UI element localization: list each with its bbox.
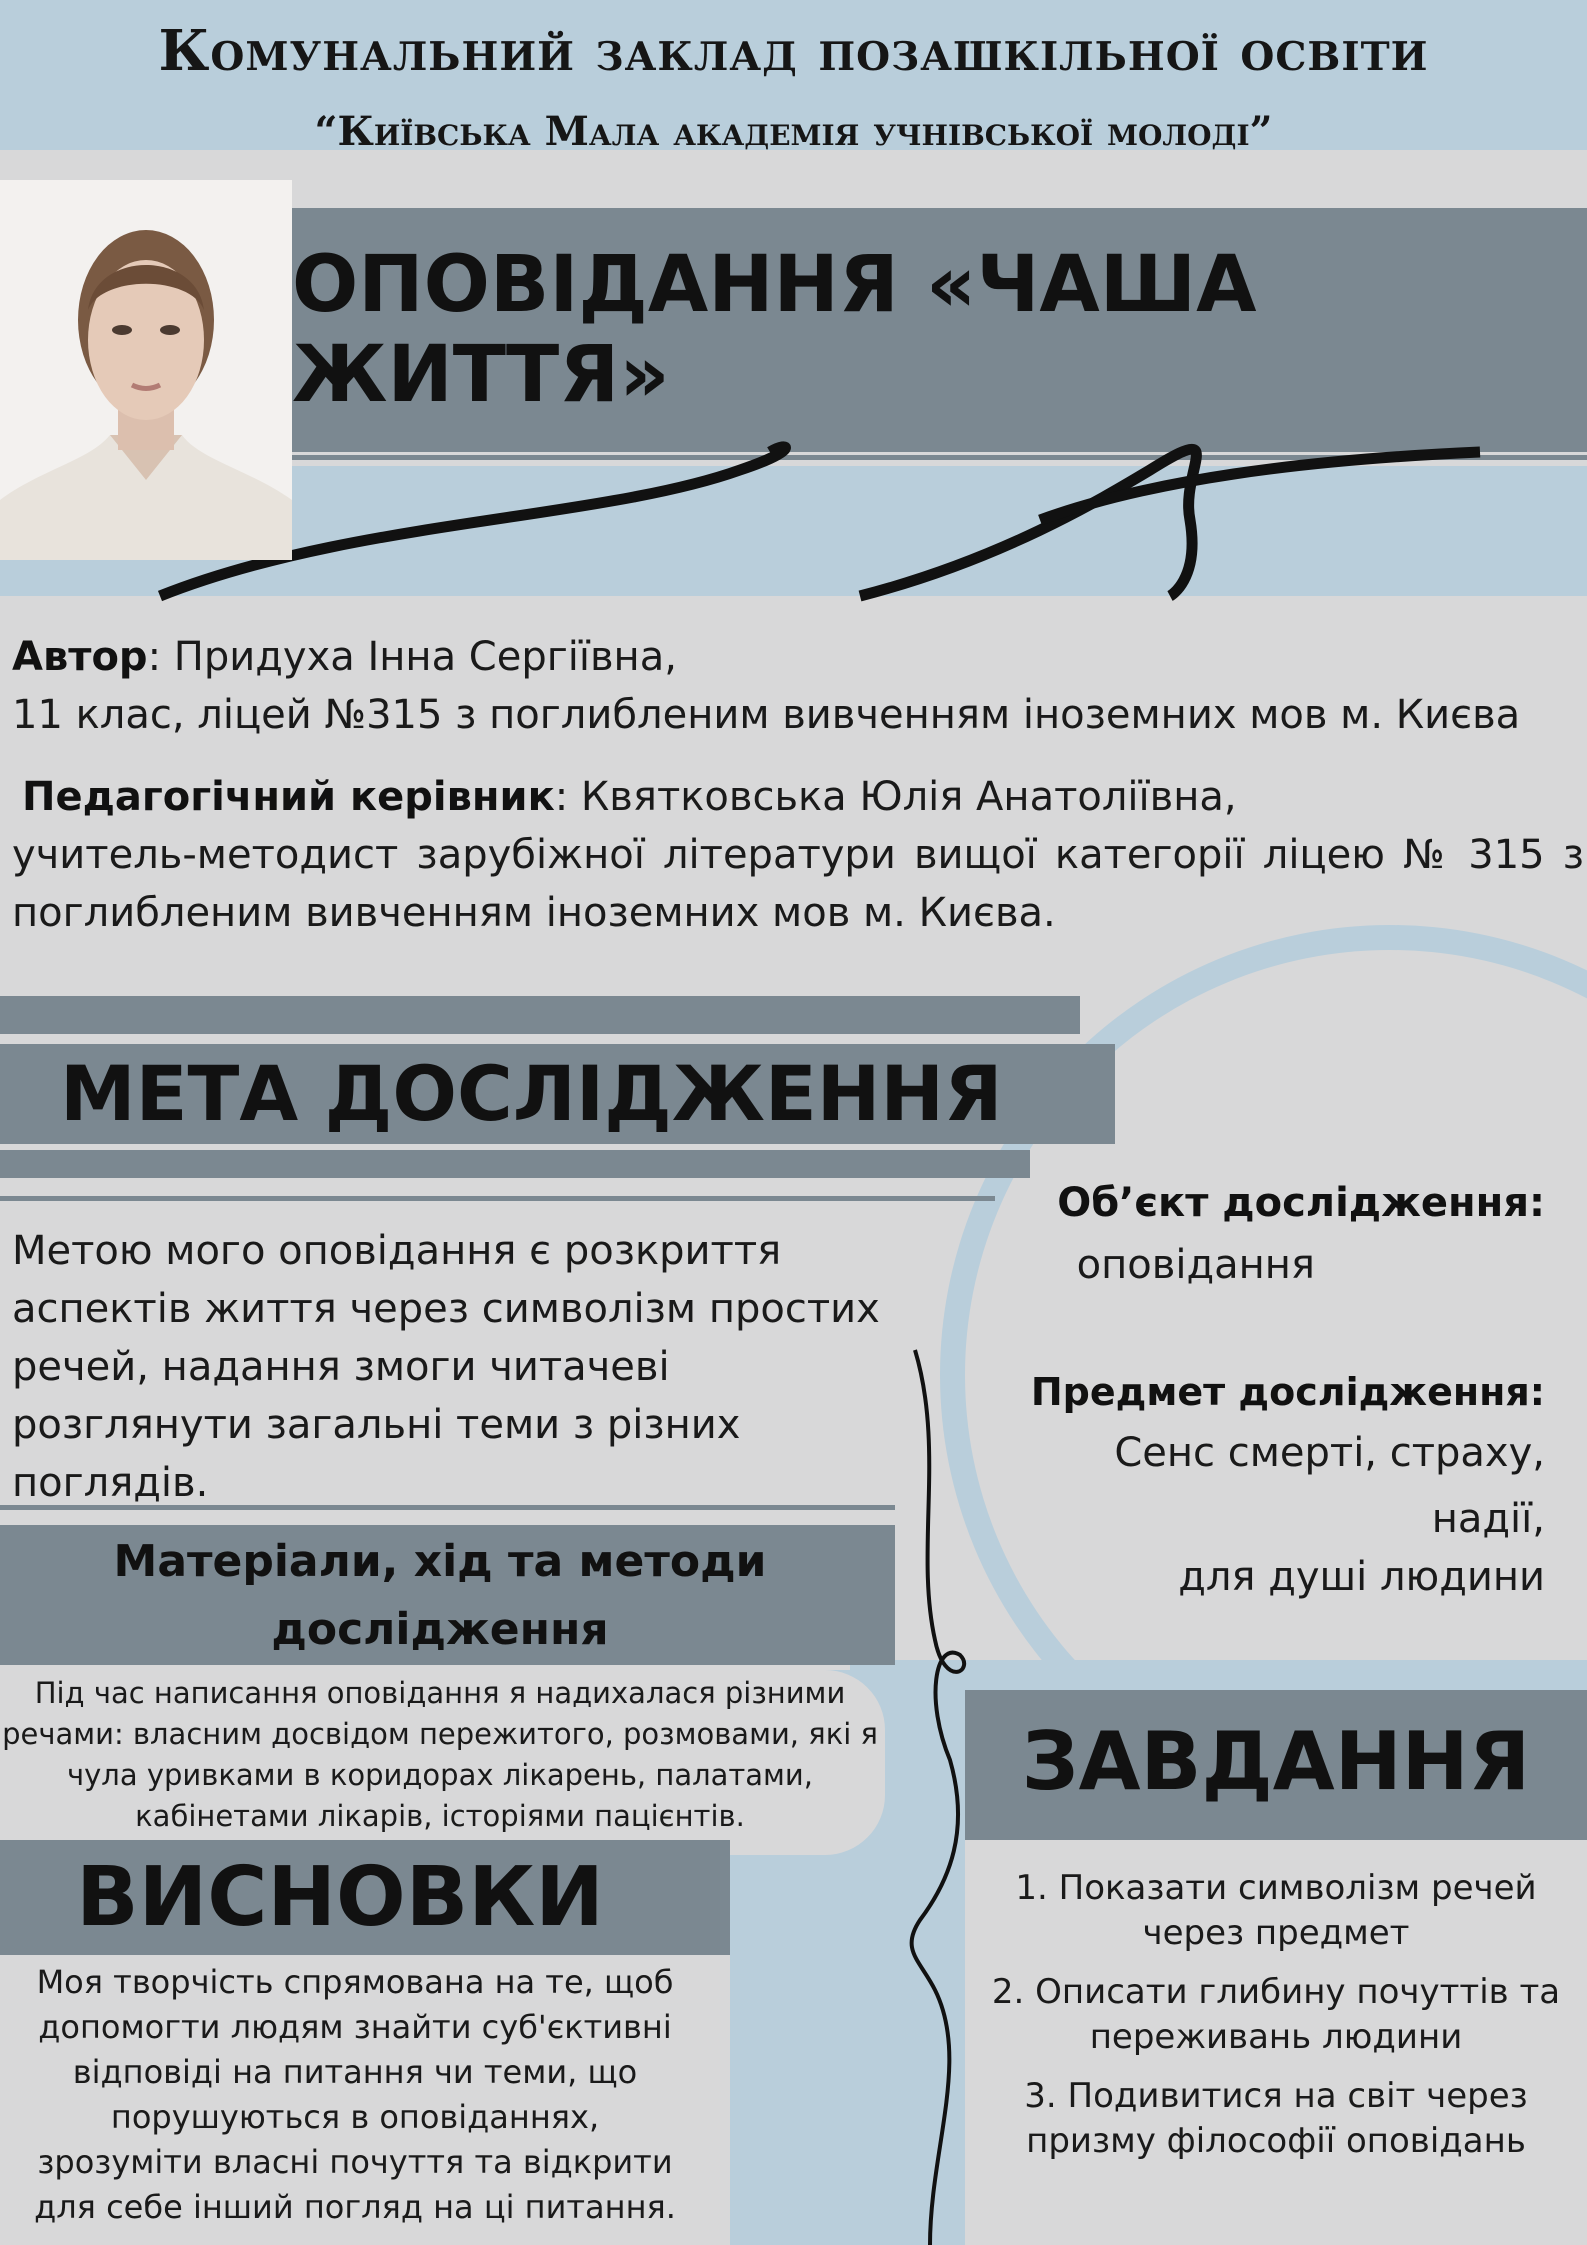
tasks-heading: ЗАВДАННЯ: [1021, 1715, 1531, 1808]
materials-heading-2: дослідження: [271, 1604, 609, 1655]
author-photo: [0, 180, 292, 560]
page-title: ОПОВІДАННЯ «ЧАША ЖИТТЯ»: [292, 240, 1257, 420]
institution-name: Комунальний заклад позашкільної освіти: [158, 18, 1429, 84]
author-name: : Придуха Інна Сергіївна,: [147, 634, 677, 680]
supervisor-label: Педагогічний керівник: [22, 774, 555, 820]
object-heading: Об’єкт дослідження:: [1057, 1180, 1545, 1226]
author-label: Автор: [12, 634, 148, 680]
conclusions-text: Моя творчість спрямована на те, щоб допомогти людям знайти суб'єктивні відповіді на питання чи теми, що порушуються в оповіданнях, зрозуміти власні почуття та відкрити для себе інший погляд на ці питання.: [34, 1963, 676, 2226]
task-item-3: 3. Подивитися на світ через призму філософії оповідань: [1024, 2076, 1528, 2161]
subject-line-1: Сенс смерті, страху,: [1114, 1430, 1545, 1476]
author-details: 11 клас, ліцей №315 з поглибленим вивченням іноземних мов м. Києва: [12, 692, 1521, 738]
supervisor-line: [22, 768, 1582, 826]
materials-text: Під час написання оповідання я надихалася різними речами: власним досвідом пережитого, розмовами, які я чула уривками в коридорах лікарень, палатами, кабінетами лікарів, історіями пацієнтів.: [2, 1676, 878, 1833]
goal-text: Метою мого оповідання є розкриття аспектів життя через символізм простих речей, надання змоги читачеві розглянути загальні теми з різних поглядів.: [12, 1228, 880, 1506]
task-item-1: 1. Показати символізм речей через предмет: [1015, 1868, 1537, 1953]
author-line: [12, 628, 1572, 686]
tasks-list: [970, 1866, 1582, 2164]
conclusions-heading: ВИСНОВКИ: [76, 1850, 604, 1945]
institution-subtitle: “Київська Мала академія учнівської молоді”: [314, 108, 1273, 155]
materials-heading-1: Матеріали, хід та методи: [113, 1536, 767, 1587]
subject-line-2: надії,: [1431, 1496, 1545, 1542]
supervisor-details: учитель-методист зарубіжної літератури вищої категорії ліцею № 315 з поглибленим вивченням іноземних мов м. Києва.: [12, 832, 1584, 936]
object-text: оповідання: [1076, 1242, 1315, 1288]
goal-heading: МЕТА ДОСЛІДЖЕННЯ: [60, 1049, 1003, 1138]
subject-heading: Предмет дослідження:: [1030, 1370, 1545, 1414]
supervisor-name: : Квятковська Юлія Анатоліївна,: [554, 774, 1237, 820]
portrait-illustration: [0, 180, 292, 560]
subject-line-3: для душі людини: [1178, 1554, 1545, 1600]
task-item-2: 2. Описати глибину почуттів та переживань людини: [991, 1972, 1561, 2057]
